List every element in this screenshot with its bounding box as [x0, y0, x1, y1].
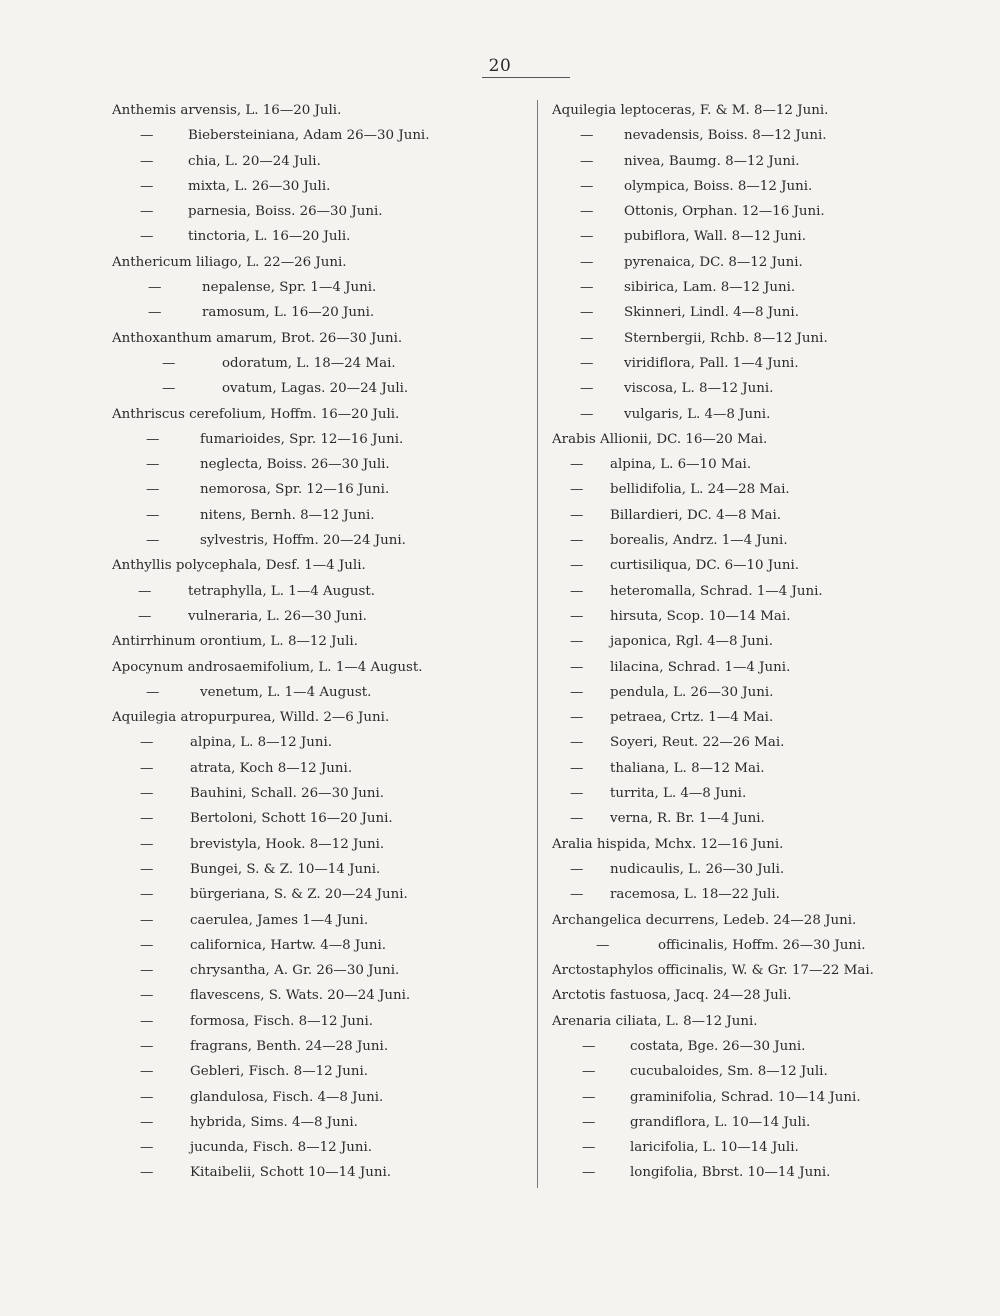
list-item [552, 149, 962, 174]
ditto-dash: — [570, 861, 584, 877]
species-entry: Bungei, S. & Z. 10—14 Juni. [190, 861, 381, 877]
list-item [112, 655, 522, 680]
ditto-dash: — [140, 836, 154, 852]
list-item [552, 98, 962, 123]
list-item [552, 629, 962, 654]
ditto-dash: — [580, 280, 594, 296]
list-item [112, 452, 522, 477]
species-entry: Allionii, DC. 16—20 Mai. [600, 431, 768, 447]
species-entry: cucubaloides, Sm. 8—12 Juli. [630, 1064, 828, 1080]
species-entry: parnesia, Boiss. 26—30 Juni. [188, 204, 383, 220]
species-entry: mixta, L. 26—30 Juli. [188, 178, 331, 194]
species-entry: androsaemifolium, L. 1—4 August. [187, 659, 423, 675]
ditto-dash: — [570, 786, 584, 802]
list-item [552, 705, 962, 730]
ditto-dash: — [582, 1165, 596, 1181]
list-item [112, 275, 522, 300]
list-item [552, 452, 962, 477]
list-item [552, 933, 962, 958]
list-item [552, 427, 962, 452]
ditto-dash: — [140, 937, 154, 953]
ditto-dash: — [140, 153, 154, 169]
species-entry: costata, Bge. 26—30 Juni. [630, 1038, 806, 1054]
ditto-dash: — [580, 178, 594, 194]
species-entry: turrita, L. 4—8 Juni. [610, 786, 747, 802]
species-entry: tinctoria, L. 16—20 Juli. [188, 229, 351, 245]
species-entry: Ottonis, Orphan. 12—16 Juni. [624, 204, 825, 220]
list-item [112, 351, 522, 376]
list-item [552, 553, 962, 578]
ditto-dash: — [580, 153, 594, 169]
species-entry: racemosa, L. 18—22 Juli. [610, 887, 780, 903]
species-entry: neglecta, Boiss. 26—30 Juli. [200, 457, 390, 473]
ditto-dash: — [582, 1038, 596, 1054]
right-column [552, 98, 962, 1186]
species-entry: alpina, L. 8—12 Juni. [190, 735, 333, 751]
ditto-dash: — [580, 406, 594, 422]
ditto-dash: — [596, 937, 610, 953]
species-entry: verna, R. Br. 1—4 Juni. [610, 811, 765, 827]
list-item [552, 224, 962, 249]
list-item [112, 958, 522, 983]
list-item [552, 579, 962, 604]
column-divider [537, 100, 538, 1188]
ditto-dash: — [570, 608, 584, 624]
list-item [112, 832, 522, 857]
list-item [112, 908, 522, 933]
species-entry: glandulosa, Fisch. 4—8 Juni. [190, 1089, 384, 1105]
list-item [552, 1110, 962, 1135]
species-entry: vulneraria, L. 26—30 Juni. [188, 608, 367, 624]
list-item [112, 579, 522, 604]
list-item [112, 680, 522, 705]
list-item [552, 1009, 962, 1034]
species-entry: ramosum, L. 16—20 Juni. [202, 305, 375, 321]
ditto-dash: — [582, 1140, 596, 1156]
species-entry: olympica, Boiss. 8—12 Juni. [624, 178, 813, 194]
ditto-dash: — [148, 280, 162, 296]
ditto-dash: — [570, 457, 584, 473]
list-item [552, 908, 962, 933]
species-entry: nepalense, Spr. 1—4 Juni. [202, 280, 377, 296]
list-item [552, 503, 962, 528]
species-entry: pyrenaica, DC. 8—12 Juni. [624, 254, 803, 270]
species-entry: brevistyla, Hook. 8—12 Juni. [190, 836, 385, 852]
genus-name: Anthyllis [112, 558, 172, 574]
list-item [112, 1059, 522, 1084]
species-entry: fragrans, Benth. 24—28 Juni. [190, 1038, 389, 1054]
species-entry: petraea, Crtz. 1—4 Mai. [610, 710, 774, 726]
list-item [112, 376, 522, 401]
ditto-dash: — [570, 583, 584, 599]
species-entry: nevadensis, Boiss. 8—12 Juni. [624, 128, 827, 144]
ditto-dash: — [162, 381, 176, 397]
species-entry: thaliana, L. 8—12 Mai. [610, 760, 765, 776]
list-item [112, 123, 522, 148]
species-entry: tetraphylla, L. 1—4 August. [188, 583, 375, 599]
species-entry: bellidifolia, L. 24—28 Mai. [610, 482, 790, 498]
ditto-dash: — [146, 684, 160, 700]
species-entry: officinalis, Hoffm. 26—30 Juni. [658, 937, 866, 953]
ditto-dash: — [570, 710, 584, 726]
species-entry: californica, Hartw. 4—8 Juni. [190, 937, 387, 953]
ditto-dash: — [140, 1064, 154, 1080]
ditto-dash: — [140, 1165, 154, 1181]
ditto-dash: — [582, 1089, 596, 1105]
species-entry: Billardieri, DC. 4—8 Mai. [610, 507, 781, 523]
ditto-dash: — [148, 305, 162, 321]
species-entry: pubiflora, Wall. 8—12 Juni. [624, 229, 806, 245]
genus-name: Antirrhinum [112, 634, 196, 650]
species-entry: jucunda, Fisch. 8—12 Juni. [190, 1140, 373, 1156]
list-item [552, 402, 962, 427]
ditto-dash: — [140, 204, 154, 220]
ditto-dash: — [146, 533, 160, 549]
list-item [112, 882, 522, 907]
species-entry: pendula, L. 26—30 Juni. [610, 684, 774, 700]
ditto-dash: — [140, 735, 154, 751]
list-item [112, 857, 522, 882]
species-entry: vulgaris, L. 4—8 Juni. [624, 406, 771, 422]
genus-name: Aralia [552, 836, 593, 852]
species-entry: Biebersteiniana, Adam 26—30 Juni. [188, 128, 430, 144]
species-entry: decurrens, Ledeb. 24—28 Juni. [645, 912, 857, 928]
list-item [112, 1160, 522, 1185]
species-entry: ovatum, Lagas. 20—24 Juli. [222, 381, 409, 397]
list-item [112, 1009, 522, 1034]
species-entry: atropurpurea, Willd. 2—6 Juni. [180, 710, 390, 726]
genus-name: Aquilegia [552, 103, 617, 118]
ditto-dash: — [580, 229, 594, 245]
species-entry: caerulea, James 1—4 Juni. [190, 912, 369, 928]
list-item [112, 300, 522, 325]
ditto-dash: — [570, 811, 584, 827]
ditto-dash: — [580, 254, 594, 270]
ditto-dash: — [140, 128, 154, 144]
species-entry: heteromalla, Schrad. 1—4 Juni. [610, 583, 823, 599]
list-item [112, 604, 522, 629]
ditto-dash: — [570, 735, 584, 751]
ditto-dash: — [140, 786, 154, 802]
list-item [552, 857, 962, 882]
species-entry: japonica, Rgl. 4—8 Juni. [610, 634, 773, 650]
ditto-dash: — [580, 330, 594, 346]
list-item [112, 402, 522, 427]
species-entry: officinalis, W. & Gr. 17—22 Mai. [657, 963, 874, 979]
list-item [112, 806, 522, 831]
species-entry: longifolia, Bbrst. 10—14 Juni. [630, 1165, 831, 1181]
list-item [112, 503, 522, 528]
species-entry: hybrida, Sims. 4—8 Juni. [190, 1114, 358, 1130]
species-entry: curtisiliqua, DC. 6—10 Juni. [610, 558, 799, 574]
page-number-rule [482, 77, 570, 78]
ditto-dash: — [580, 305, 594, 321]
left-column [112, 98, 522, 1186]
genus-name: Archangelica [552, 912, 642, 928]
ditto-dash: — [140, 229, 154, 245]
list-item [552, 882, 962, 907]
ditto-dash: — [140, 912, 154, 928]
species-entry: polycephala, Desf. 1—4 Juli. [175, 558, 366, 574]
list-item [552, 528, 962, 553]
list-item [552, 832, 962, 857]
species-entry: Bertoloni, Schott 16—20 Juni. [190, 811, 393, 827]
ditto-dash: — [146, 507, 160, 523]
ditto-dash: — [138, 608, 152, 624]
list-item [552, 199, 962, 224]
list-item [112, 174, 522, 199]
species-entry: amarum, Brot. 26—30 Juni. [216, 330, 403, 346]
ditto-dash: — [140, 988, 154, 1004]
species-entry: Sternbergii, Rchb. 8—12 Juni. [624, 330, 828, 346]
genus-name: Anthriscus [112, 406, 185, 422]
species-entry: sylvestris, Hoffm. 20—24 Juni. [200, 533, 406, 549]
species-entry: borealis, Andrz. 1—4 Juni. [610, 533, 788, 549]
list-item [552, 1160, 962, 1185]
genus-name: Aquilegia [112, 710, 177, 726]
ditto-dash: — [146, 457, 160, 473]
list-item [552, 250, 962, 275]
species-entry: nitens, Bernh. 8—12 Juni. [200, 507, 375, 523]
list-item [112, 1110, 522, 1135]
list-item [112, 705, 522, 730]
ditto-dash: — [570, 887, 584, 903]
list-item [112, 983, 522, 1008]
ditto-dash: — [140, 1038, 154, 1054]
list-item [552, 1059, 962, 1084]
ditto-dash: — [162, 355, 176, 371]
list-item [112, 781, 522, 806]
species-entry: Bauhini, Schall. 26—30 Juni. [190, 786, 385, 802]
ditto-dash: — [570, 533, 584, 549]
ditto-dash: — [582, 1114, 596, 1130]
list-item [112, 224, 522, 249]
species-entry: nivea, Baumg. 8—12 Juni. [624, 153, 800, 169]
species-entry: liliago, L. 22—26 Juni. [196, 254, 347, 270]
ditto-dash: — [140, 1140, 154, 1156]
list-item [112, 528, 522, 553]
genus-name: Apocynum [112, 659, 184, 675]
ditto-dash: — [570, 659, 584, 675]
list-item [552, 351, 962, 376]
list-item [552, 604, 962, 629]
page-number: 20 [488, 56, 512, 76]
list-item [552, 655, 962, 680]
list-item [112, 933, 522, 958]
list-item [112, 1034, 522, 1059]
list-item [112, 730, 522, 755]
ditto-dash: — [140, 1089, 154, 1105]
list-item [552, 1135, 962, 1160]
species-entry: Gebleri, Fisch. 8—12 Juni. [190, 1064, 369, 1080]
ditto-dash: — [570, 482, 584, 498]
list-item [552, 958, 962, 983]
species-entry: Skinneri, Lindl. 4—8 Juni. [624, 305, 799, 321]
species-entry: viridiflora, Pall. 1—4 Juni. [624, 355, 799, 371]
species-entry: chia, L. 20—24 Juli. [188, 153, 321, 169]
species-entry: venetum, L. 1—4 August. [200, 684, 372, 700]
ditto-dash: — [580, 128, 594, 144]
genus-name: Arctostaphylos [552, 963, 654, 979]
ditto-dash: — [570, 684, 584, 700]
species-entry: hirsuta, Scop. 10—14 Mai. [610, 608, 791, 624]
genus-name: Anthemis [112, 103, 177, 118]
list-item [552, 680, 962, 705]
ditto-dash: — [580, 381, 594, 397]
list-item [552, 1034, 962, 1059]
list-item [112, 326, 522, 351]
species-entry: nudicaulis, L. 26—30 Juli. [610, 861, 785, 877]
list-item [552, 806, 962, 831]
list-item [112, 250, 522, 275]
species-entry: bürgeriana, S. & Z. 20—24 Juni. [190, 887, 408, 903]
list-item [112, 149, 522, 174]
genus-name: Arabis [552, 431, 596, 447]
ditto-dash: — [140, 963, 154, 979]
genus-name: Arctotis [552, 988, 606, 1004]
list-item [552, 730, 962, 755]
list-item [112, 553, 522, 578]
list-item [552, 275, 962, 300]
genus-name: Anthericum [112, 254, 192, 270]
species-entry: grandiflora, L. 10—14 Juli. [630, 1114, 811, 1130]
species-entry: arvensis, L. 16—20 Juli. [180, 103, 342, 118]
species-entry: alpina, L. 6—10 Mai. [610, 457, 752, 473]
list-item [552, 477, 962, 502]
list-item [112, 1085, 522, 1110]
ditto-dash: — [570, 760, 584, 776]
ditto-dash: — [140, 811, 154, 827]
species-entry: odoratum, L. 18—24 Mai. [222, 355, 396, 371]
ditto-dash: — [580, 355, 594, 371]
list-item [552, 123, 962, 148]
list-item [112, 1135, 522, 1160]
species-entry: graminifolia, Schrad. 10—14 Juni. [630, 1089, 861, 1105]
ditto-dash: — [138, 583, 152, 599]
list-item [112, 756, 522, 781]
list-item [552, 326, 962, 351]
species-entry: Kitaibelii, Schott 10—14 Juni. [190, 1165, 392, 1181]
ditto-dash: — [570, 507, 584, 523]
list-item [552, 300, 962, 325]
species-entry: cerefolium, Hoffm. 16—20 Juli. [189, 406, 400, 422]
list-item [552, 174, 962, 199]
species-entry: Soyeri, Reut. 22—26 Mai. [610, 735, 785, 751]
species-entry: nemorosa, Spr. 12—16 Juni. [200, 482, 390, 498]
list-item [552, 756, 962, 781]
ditto-dash: — [140, 1013, 154, 1029]
ditto-dash: — [570, 558, 584, 574]
species-entry: fumarioides, Spr. 12—16 Juni. [200, 431, 404, 447]
species-entry: leptoceras, F. & M. 8—12 Juni. [620, 103, 829, 118]
species-entry: atrata, Koch 8—12 Juni. [190, 760, 353, 776]
species-entry: ciliata, L. 8—12 Juni. [615, 1013, 758, 1029]
ditto-dash: — [140, 1114, 154, 1130]
ditto-dash: — [146, 482, 160, 498]
genus-name: Anthoxanthum [112, 330, 212, 346]
species-entry: fastuosa, Jacq. 24—28 Juli. [609, 988, 792, 1004]
list-item [552, 781, 962, 806]
list-item [112, 629, 522, 654]
list-item [552, 1085, 962, 1110]
species-entry: hispida, Mchx. 12—16 Juni. [596, 836, 784, 852]
ditto-dash: — [140, 760, 154, 776]
species-entry: orontium, L. 8—12 Juli. [199, 634, 358, 650]
list-item [552, 376, 962, 401]
species-entry: sibirica, Lam. 8—12 Juni. [624, 280, 796, 296]
species-entry: chrysantha, A. Gr. 26—30 Juni. [190, 963, 400, 979]
species-entry: laricifolia, L. 10—14 Juli. [630, 1140, 799, 1156]
ditto-dash: — [582, 1064, 596, 1080]
ditto-dash: — [580, 204, 594, 220]
ditto-dash: — [140, 178, 154, 194]
ditto-dash: — [140, 861, 154, 877]
species-entry: formosa, Fisch. 8—12 Juni. [190, 1013, 373, 1029]
genus-name: Arenaria [552, 1013, 612, 1029]
species-entry: flavescens, S. Wats. 20—24 Juni. [190, 988, 411, 1004]
list-item [112, 477, 522, 502]
list-item [112, 199, 522, 224]
list-item [552, 983, 962, 1008]
list-item [112, 427, 522, 452]
species-entry: lilacina, Schrad. 1—4 Juni. [610, 659, 791, 675]
ditto-dash: — [570, 634, 584, 650]
ditto-dash: — [146, 431, 160, 447]
list-item [112, 98, 522, 123]
species-entry: viscosa, L. 8—12 Juni. [624, 381, 774, 397]
ditto-dash: — [140, 887, 154, 903]
